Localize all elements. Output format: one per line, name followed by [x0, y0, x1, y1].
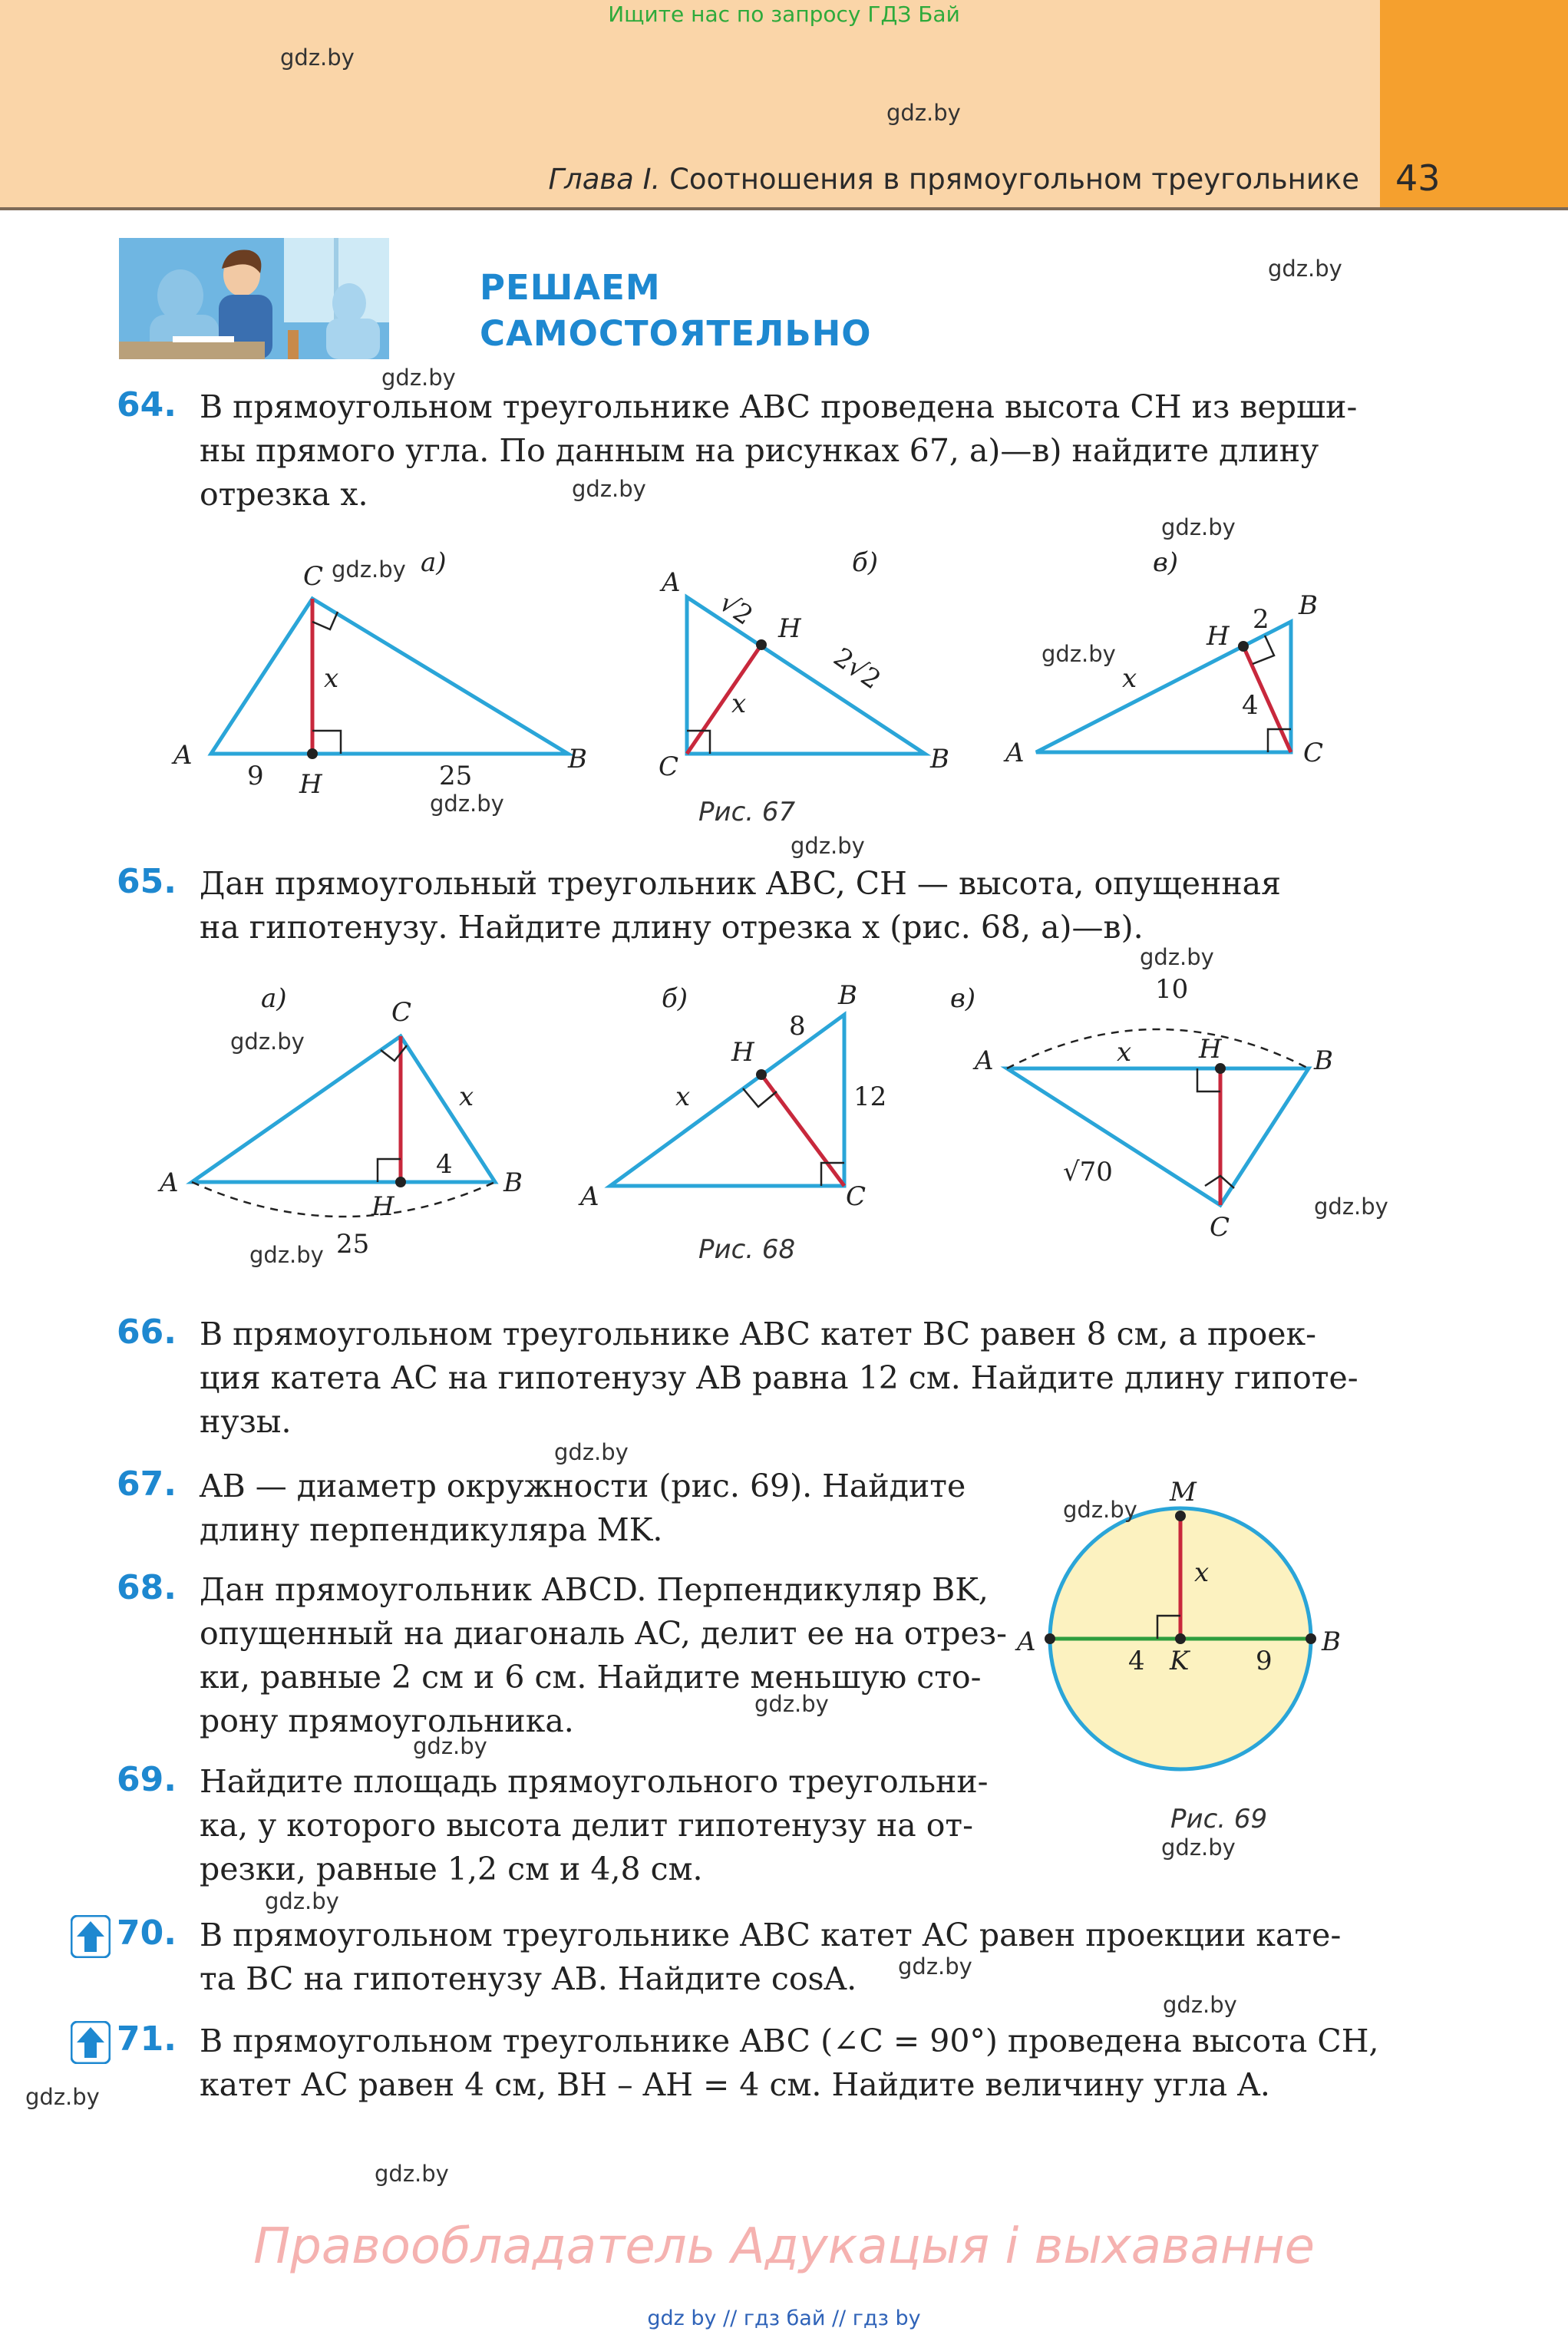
text-line: Дан прямоугольник ABCD. Перпендикуляр BK,: [200, 1571, 989, 1608]
text-line: та BC на гипотенузу AB. Найдите cosA.: [200, 1960, 857, 1997]
text-line: ция катета AC на гипотенузу AB равна 12 см. Найдите длину гипоте-: [200, 1359, 1358, 1396]
segment-label: 4: [1128, 1646, 1145, 1676]
watermark: gdz.by: [230, 1029, 305, 1055]
text-line: нузы.: [200, 1403, 292, 1440]
vertex-label: A: [580, 1181, 599, 1212]
unknown-label: x: [324, 663, 339, 694]
watermark: gdz.by: [265, 1888, 339, 1914]
watermark: gdz.by: [413, 1733, 487, 1759]
segment-label: 25: [336, 1229, 370, 1260]
figure-caption: Рис. 67: [698, 797, 796, 827]
point-label: B: [1322, 1626, 1341, 1657]
subfigure-tag: в): [1153, 547, 1179, 578]
text-line: AB — диаметр окружности (рис. 69). Найдите: [200, 1468, 966, 1504]
problem-number: 68.: [117, 1568, 177, 1607]
figure-67: [0, 537, 1568, 829]
subfigure-tag: а): [261, 983, 287, 1014]
problem-number: 67.: [117, 1465, 177, 1504]
vertex-label: A: [662, 567, 681, 598]
text-line: отрезка x.: [200, 476, 368, 513]
text-line: резки, равные 1,2 см и 4,8 см.: [200, 1851, 703, 1887]
figure-68b: [578, 980, 886, 1212]
vertex-label: H: [371, 1191, 394, 1222]
segment-label: √70: [1063, 1157, 1113, 1187]
text-line: длину перпендикуляра MK.: [200, 1511, 663, 1548]
vertex-label: B: [838, 980, 857, 1011]
text-line: катет AC равен 4 см, BH – AH = 4 см. Найдите величину угла A.: [200, 2066, 1270, 2103]
segment-label: 25: [439, 761, 473, 791]
subfigure-tag: б): [662, 983, 688, 1014]
point-label: M: [1170, 1477, 1197, 1507]
text-line: В прямоугольном треугольнике ABC катет BC равен 8 см, а проек-: [200, 1316, 1317, 1352]
watermark: gdz.by: [25, 2084, 100, 2110]
text-line: ки, равные 2 см и 6 см. Найдите меньшую сто-: [200, 1659, 982, 1696]
copyright-notice: Правообладатель Адукацыя і выхаванне: [253, 2218, 1315, 2275]
chapter-title: Соотношения в прямоугольном треугольнике: [669, 163, 1359, 196]
vertex-label: C: [659, 751, 679, 782]
search-hint-link[interactable]: Ищите нас по запросу ГДЗ Бай: [608, 2, 960, 27]
watermark: gdz.by: [754, 1691, 829, 1717]
problem-number: 70.: [117, 1914, 177, 1953]
watermark: gdz.by: [1314, 1194, 1388, 1220]
segment-label: √2: [713, 587, 759, 632]
watermark: gdz.by: [1140, 944, 1214, 970]
watermark: gdz.by: [898, 1953, 972, 1980]
text-line: на гипотенузу. Найдите длину отрезка x (рис. 68, а)—в).: [200, 909, 1144, 946]
segment-label: 2√2: [827, 642, 886, 696]
text-line: опущенный на диагональ AC, делит ее на отрез-: [200, 1615, 1007, 1652]
vertex-label: H: [731, 1037, 754, 1068]
figure-caption: Рис. 68: [698, 1234, 796, 1265]
watermark: gdz.by: [1161, 1834, 1236, 1861]
page-number: 43: [1395, 157, 1441, 199]
arrow-up-icon: [71, 2021, 111, 2064]
segment-label: 4: [436, 1149, 453, 1180]
section-title-line2: САМОСТОЯТЕЛЬНО: [480, 313, 872, 354]
point-label: K: [1170, 1646, 1190, 1676]
watermark: gdz.by: [280, 45, 355, 71]
watermark: gdz.by: [572, 476, 646, 502]
text-line: В прямоугольном треугольнике ABC (∠C = 90°) проведена высота CH,: [200, 2023, 1379, 2059]
unknown-label: x: [675, 1081, 691, 1112]
vertex-label: B: [503, 1167, 523, 1198]
watermark: gdz.by: [332, 556, 406, 583]
problem-number: 71.: [117, 2019, 177, 2059]
unknown-label: x: [1194, 1557, 1210, 1588]
vertex-label: C: [391, 997, 412, 1028]
text-line: В прямоугольном треугольнике ABC катет AC равен проекции кате-: [200, 1917, 1342, 1953]
unknown-label: x: [459, 1081, 474, 1112]
segment-label: 10: [1155, 974, 1189, 1005]
point-label: A: [1017, 1626, 1036, 1657]
vertex-label: C: [1303, 738, 1324, 768]
problem-67-text: [200, 1465, 1015, 1552]
text-line: ны прямого угла. По данным на рисунках 67, а)—в) найдите длину: [200, 432, 1319, 469]
problem-70-text: [200, 1914, 1381, 2001]
watermark: gdz.by: [1041, 641, 1116, 667]
section-title: [480, 265, 872, 357]
vertex-label: C: [1210, 1212, 1230, 1243]
figure-67b: [659, 547, 949, 782]
problem-66-text: [200, 1313, 1381, 1444]
watermark: gdz.by: [430, 791, 504, 817]
subfigure-tag: а): [421, 547, 447, 578]
segment-label: 9: [1256, 1646, 1273, 1676]
vertex-label: A: [173, 740, 193, 771]
figure-68c: [950, 974, 1333, 1243]
vertex-label: A: [1005, 738, 1025, 768]
subfigure-tag: в): [950, 983, 976, 1014]
figure-68a: [157, 983, 523, 1260]
watermark: gdz.by: [1063, 1497, 1137, 1523]
vertex-label: H: [1207, 621, 1230, 652]
student-illustration: [119, 238, 389, 359]
vertex-label: H: [778, 613, 801, 644]
vertex-label: B: [930, 744, 949, 774]
problem-number: 66.: [117, 1313, 177, 1352]
problem-number: 69.: [117, 1760, 177, 1799]
segment-label: 9: [247, 761, 264, 791]
segment-label: 12: [853, 1081, 887, 1112]
unknown-label: x: [1122, 663, 1137, 694]
vertex-label: C: [303, 561, 324, 592]
problem-68-text: [200, 1568, 1015, 1743]
figure-caption: Рис. 69: [1170, 1804, 1268, 1834]
problem-number: 64.: [117, 385, 177, 424]
watermark: gdz.by: [1268, 256, 1342, 282]
problem-number: 65.: [117, 862, 177, 901]
vertex-label: H: [1199, 1034, 1222, 1065]
watermark: gdz.by: [791, 833, 865, 859]
problem-69-text: [200, 1760, 1015, 1891]
vertex-label: A: [160, 1167, 179, 1198]
segment-label: 4: [1242, 690, 1259, 721]
figure-67a: [171, 547, 587, 800]
watermark: gdz.by: [886, 100, 961, 126]
watermark: gdz.by: [1161, 514, 1236, 540]
text-line: Найдите площадь прямоугольного треугольни-: [200, 1763, 989, 1800]
text-line: В прямоугольном треугольнике ABC проведена высота CH из верши-: [200, 388, 1358, 425]
subfigure-tag: б): [852, 547, 879, 578]
vertex-label: B: [568, 744, 587, 774]
arrow-up-icon: [71, 1915, 111, 1958]
vertex-label: C: [846, 1181, 867, 1212]
watermark: gdz.by: [1163, 1992, 1237, 2018]
text-line: ка, у которого высота делит гипотенузу на от-: [200, 1807, 973, 1844]
section-title-line1: РЕШАЕМ: [480, 267, 661, 308]
chapter-heading: [548, 163, 1359, 196]
vertex-label: B: [1299, 590, 1318, 621]
watermark: gdz.by: [375, 2161, 449, 2187]
segment-label: 2: [1253, 604, 1269, 635]
vertex-label: B: [1314, 1045, 1333, 1076]
unknown-label: x: [731, 689, 747, 719]
vertex-label: A: [975, 1045, 994, 1076]
problem-71-text: [200, 2019, 1381, 2107]
problem-64-text: [200, 385, 1381, 517]
text-line: рону прямоугольника.: [200, 1702, 574, 1739]
chapter-prefix: Глава I.: [548, 163, 661, 196]
vertex-label: H: [299, 769, 322, 800]
watermark: gdz.by: [554, 1439, 629, 1465]
watermark: gdz.by: [249, 1242, 324, 1268]
watermark: gdz.by: [381, 365, 456, 391]
segment-label: 8: [789, 1011, 806, 1042]
footer-links[interactable]: gdz by // гдз бай // гдз by: [647, 2307, 921, 2330]
text-line: Дан прямоугольный треугольник ABC, CH — высота, опущенная: [200, 865, 1281, 902]
unknown-label: x: [1117, 1037, 1132, 1068]
problem-65-text: [200, 862, 1381, 949]
